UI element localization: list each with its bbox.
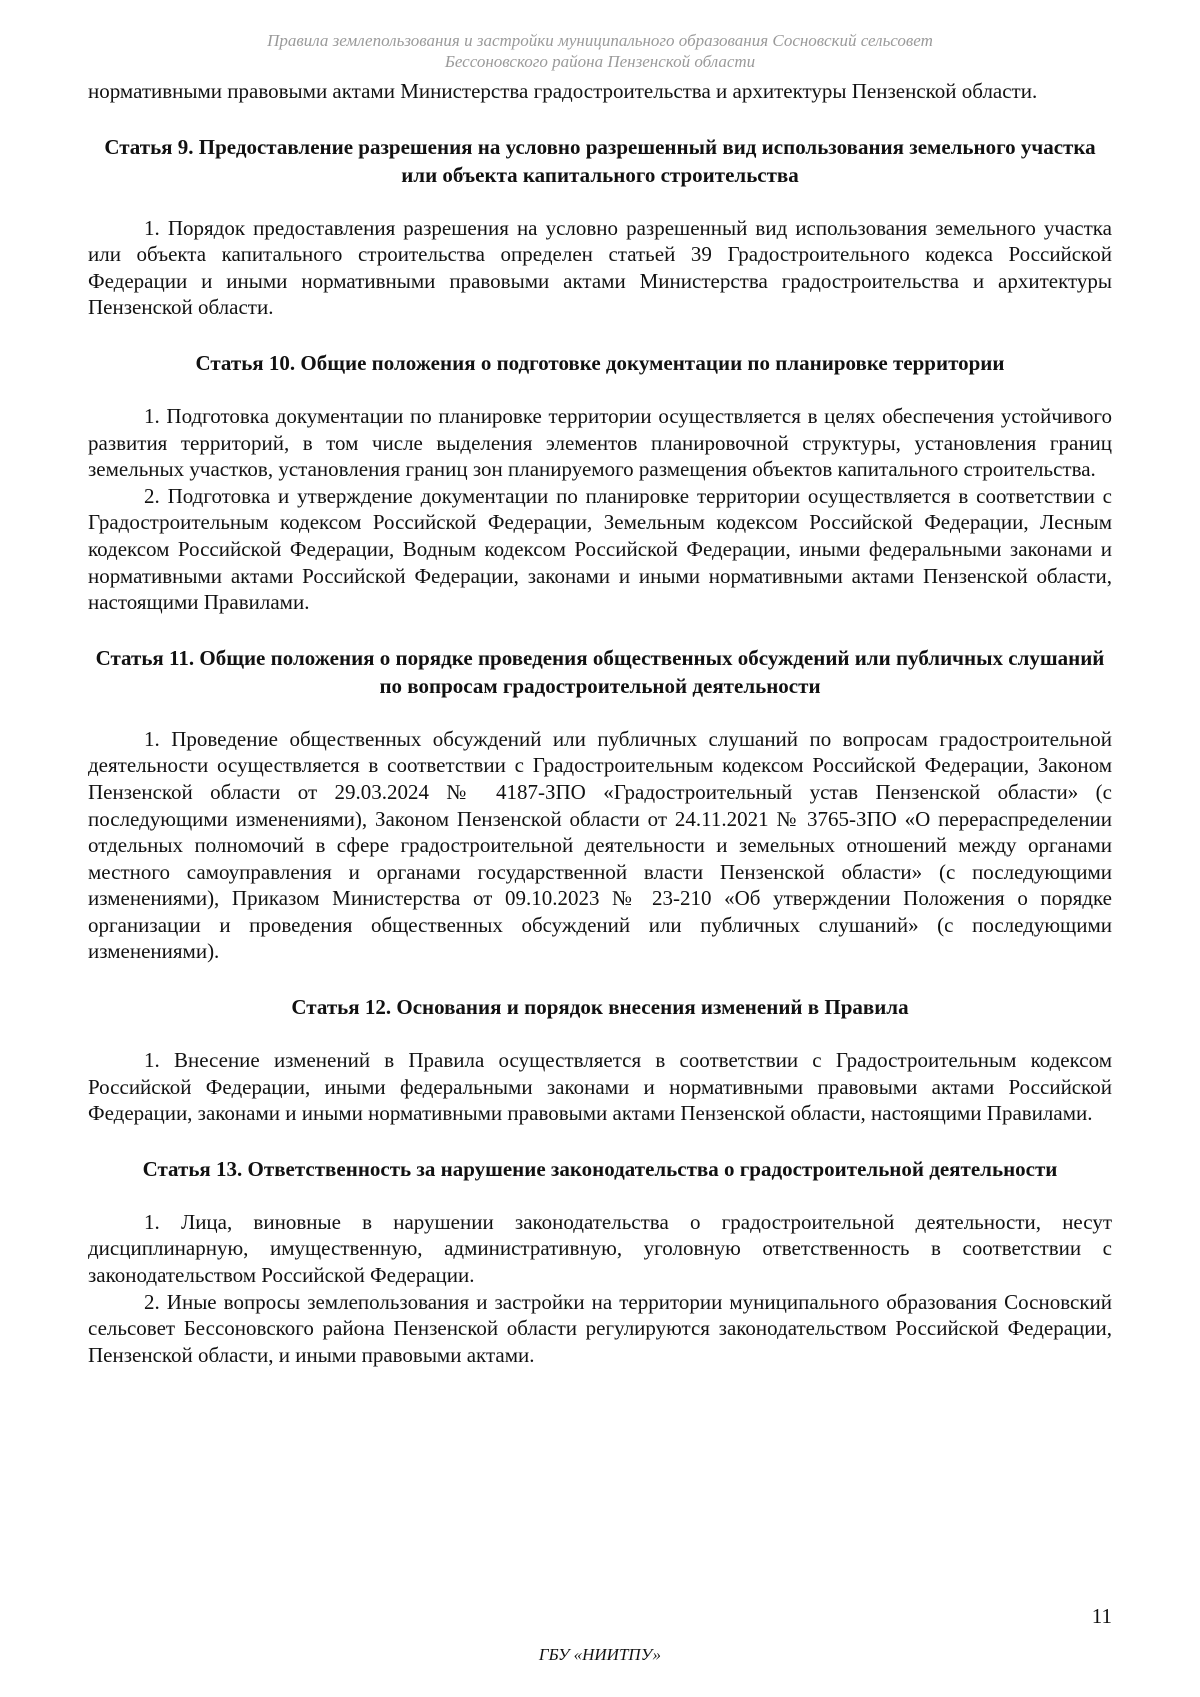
article-13-title: Статья 13. Ответственность за нарушение законодательства о градостроительной деятельности [142, 1156, 1058, 1181]
article-10 [88, 349, 1112, 616]
article-12-paragraph-1: 1. Внесение изменений в Правила осуществляется в соответствии с Градостроительным кодексом Российской Федерации, иными федеральными законами и нормативными правовыми актами Российской Федерации, законами и иными нормативными правовыми актами Пензенской области, настоящими Правилами. [88, 1048, 1112, 1126]
article-12 [88, 993, 1112, 1127]
article-10-paragraph-1: 1. Подготовка документации по планировке территории осуществляется в целях обеспечения устойчивого развития территорий, в том числе выделения элементов планировочной структуры, установления границ земельных участков, установления границ зон планируемого размещения объектов капитального строительства. [88, 403, 1112, 482]
article-13-paragraph-1: 1. Лица, виновные в нарушении законодательства о градостроительной деятельности, несут дисциплинарную, имущественную, административную, уголовную ответственность в соответствии с законодательством Российской Федерации. [88, 1209, 1112, 1288]
article-9-title: Статья 9. Предоставление разрешения на условно разрешенный вид использования земельного участка или объекта капитального строительства [104, 134, 1096, 187]
page-number: 11 [1091, 1604, 1112, 1628]
article-12-title: Статья 12. Основания и порядок внесения изменений в Правила [291, 995, 909, 1020]
article-13-paragraph-2: 2. Иные вопросы землепользования и застройки на территории муниципального образования Сосновский сельсовет Бессоновского района Пензенской области регулируются законодательством Российской Федерации, Пензенской области, и иными правовыми актами. [88, 1289, 1112, 1367]
article-9-paragraph-1: 1. Порядок предоставления разрешения на условно разрешенный вид использования земельного участка или объекта капитального строительства определен статьей 39 Градостроительного кодекса Российской Федерации и иными нормативными правовыми актами Министерства градостроительства и архитектуры Пензенской области. [88, 215, 1112, 320]
article-11 [88, 644, 1112, 965]
article-10-title: Статья 10. Общие положения о подготовке документации по планировке территории [195, 350, 1005, 375]
document-body [88, 78, 1112, 1368]
article-13 [88, 1155, 1112, 1369]
running-footer: ГБУ «НИИТПУ» [538, 1645, 662, 1664]
running-header [88, 30, 1112, 72]
article-10-paragraph-2: 2. Подготовка и утверждение документации по планировке территории осуществляется в соответствии с Градостроительным кодексом Российской Федерации, Земельным кодексом Российской Федерации, Лесным кодексом Российской Федерации, Водным кодексом Российской Федерации, иными федеральными законами и нормативными актами Российской Федерации, законами и иными нормативными актами Пензенской области, настоящими Правилами. [88, 483, 1112, 615]
running-header-line-2: Бессоновского района Пензенской области [444, 52, 756, 71]
article-11-paragraph-1: 1. Проведение общественных обсуждений или публичных слушаний по вопросам градостроительной деятельности осуществляется в соответствии с Градостроительным кодексом Российской Федерации, Законом Пензенской области от 29.03.2024 № 4187-ЗПО «Градостроительный устав Пензенской области» (с последующими изменениями), Законом Пензенской области от 24.11.2021 № 3765-ЗПО «О перераспределении отдельных полномочий в сфере градостроительной деятельности и земельных отношений между органами местного самоуправления и органами государственной власти Пензенской области» (с последующими изменениями), Приказом Министерства от 09.10.2023 № 23-210 «Об утверждении Положения о порядке организации и проведения общественных обсуждений или публичных слушаний» (с последующими изменениями). [88, 726, 1112, 964]
article-9 [88, 133, 1112, 321]
running-header-line-1: Правила землепользования и застройки муниципального образования Сосновский сельсовет [267, 31, 933, 50]
article-11-title: Статья 11. Общие положения о порядке проведения общественных обсуждений или публичных слушаний по вопросам градостроительной деятельности [95, 645, 1105, 698]
intro-paragraph: нормативными правовыми актами Министерства градостроительства и архитектуры Пензенской области. [88, 79, 1038, 103]
